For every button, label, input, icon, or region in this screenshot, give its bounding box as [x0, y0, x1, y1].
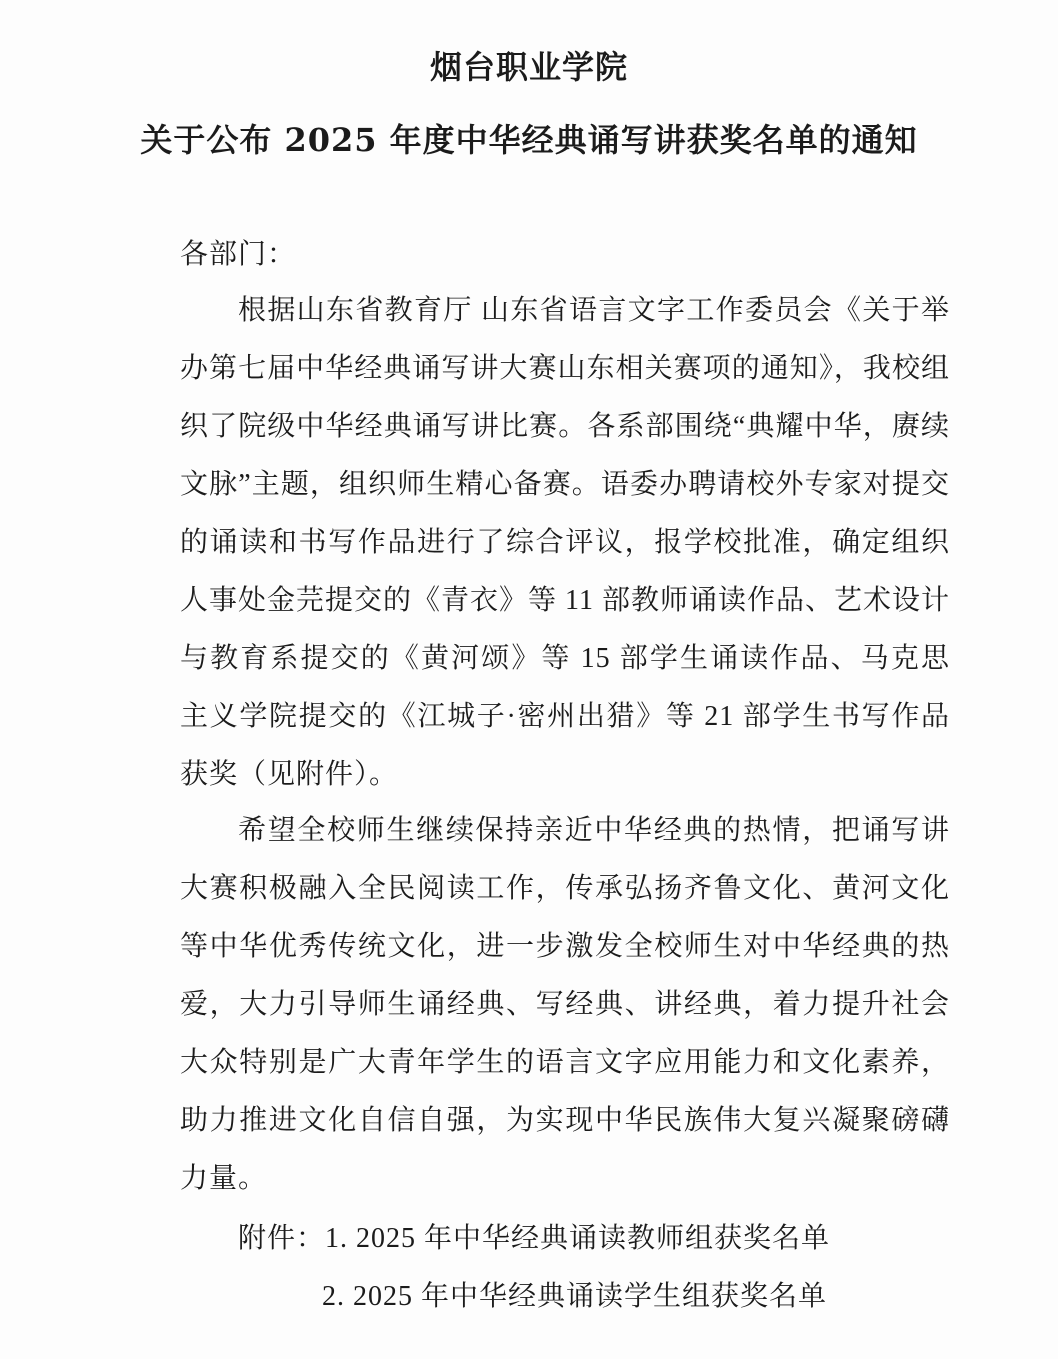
- document-notice-title: 关于公布 2025 年度中华经典诵写讲获奖名单的通知: [140, 121, 918, 159]
- attachment-item-2: 2. 2025 年中华经典诵读学生组获奖名单: [322, 1281, 828, 1312]
- document-issuer-title: 烟台职业学院: [429, 48, 628, 86]
- body-paragraph-2: 希望全校师生继续保持亲近中华经典的热情，把诵写讲大赛积极融入全民阅读工作，传承弘扬齐鲁文化、黄河文化等中华优秀传统文化，进一步激发全校师生对中华经典的热爱，大力引导师生诵经典、写经典、讲经典，着力提升社会大众特别是广大青年学生的语言文字应用能力和文化素养，助力推进文化自信自强，为实现中华民族伟大复兴凝聚磅礴力量。: [180, 815, 950, 1194]
- salutation: 各部门：: [180, 239, 297, 270]
- attachment-item-1: 附件：1. 2025 年中华经典诵读教师组获奖名单: [238, 1223, 831, 1254]
- body-paragraph-1: 根据山东省教育厅 山东省语言文字工作委员会《关于举办第七届中华经典诵写讲大赛山东相关赛项的通知》，我校组织了院级中华经典诵写讲比赛。各系部围绕“典耀中华，赓续文脉”主题，组织师生精心备赛。语委办聘请校外专家对提交的诵读和书写作品进行了综合评议，报学校批准，确定组织人事处金芫提交的《青衣》等 11 部教师诵读作品、艺术设计与教育系提交的《黄河颂》等 15 部学生诵读作品、马克思主义学院提交的《江城子·密州出猎》等 21 部学生书写作品获奖（见附件）。: [180, 295, 950, 790]
